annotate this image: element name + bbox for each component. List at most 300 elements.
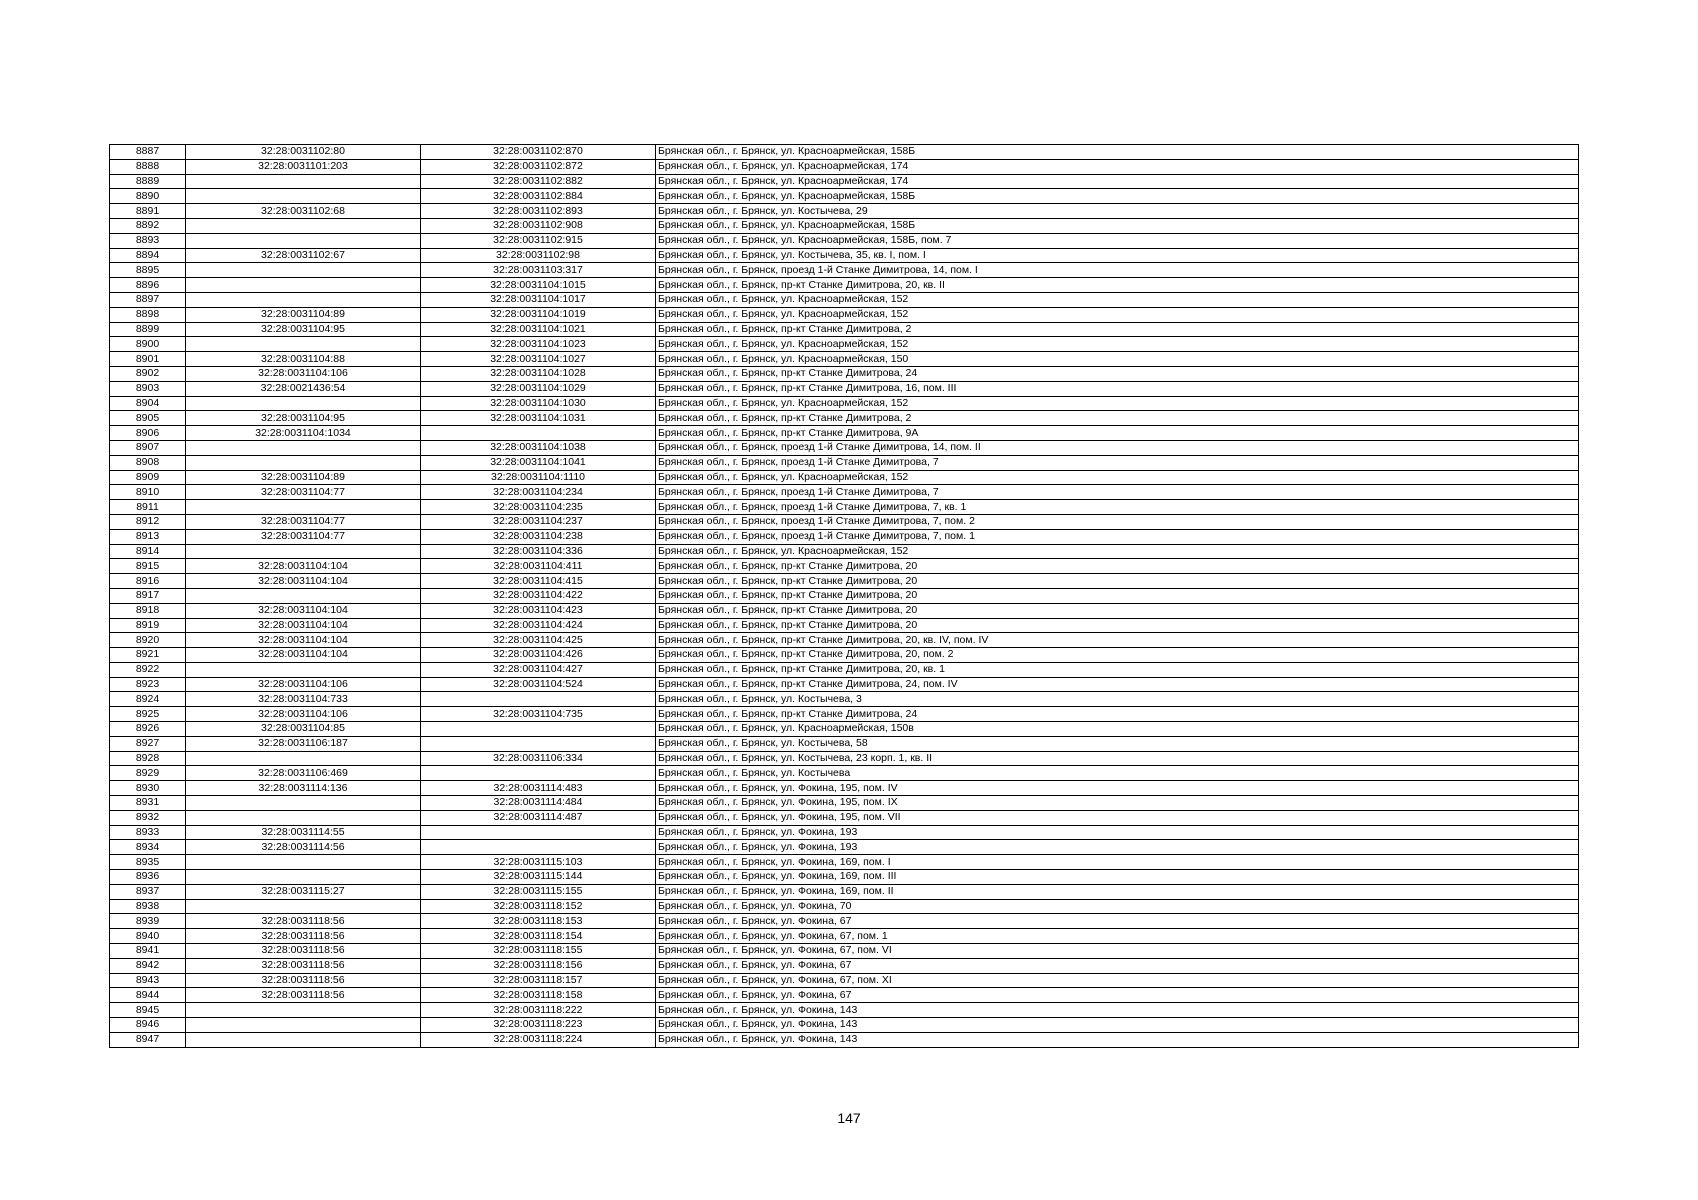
row-number-cell: 8933 (110, 825, 186, 840)
parent-cadastral-number-cell (186, 500, 421, 515)
table-row (110, 278, 1579, 293)
cadastral-number-cell: 32:28:0031104:735 (421, 707, 656, 722)
row-number-cell: 8932 (110, 810, 186, 825)
table-row (110, 603, 1579, 618)
parent-cadastral-number-cell: 32:28:0031104:89 (186, 307, 421, 322)
cadastral-number-cell: 32:28:0031114:483 (421, 781, 656, 796)
table-row (110, 145, 1579, 160)
table-row (110, 233, 1579, 248)
table-row (110, 292, 1579, 307)
cadastral-number-cell: 32:28:0031104:336 (421, 544, 656, 559)
address-cell: Брянская обл., г. Брянск, ул. Фокина, 143 (656, 1032, 1579, 1047)
cadastral-number-cell (421, 722, 656, 737)
parent-cadastral-number-cell: 32:28:0031104:106 (186, 707, 421, 722)
table-row (110, 722, 1579, 737)
cadastral-number-cell: 32:28:0031115:144 (421, 870, 656, 885)
parent-cadastral-number-cell (186, 1018, 421, 1033)
table-row (110, 914, 1579, 929)
cadastral-number-cell: 32:28:0031114:484 (421, 796, 656, 811)
cadastral-number-cell: 32:28:0031104:238 (421, 529, 656, 544)
address-cell: Брянская обл., г. Брянск, ул. Красноармейская, 158Б (656, 218, 1579, 233)
address-cell: Брянская обл., г. Брянск, пр-кт Станке Димитрова, 20 (656, 559, 1579, 574)
parent-cadastral-number-cell: 32:28:0031101:203 (186, 159, 421, 174)
cadastral-number-cell (421, 736, 656, 751)
address-cell: Брянская обл., г. Брянск, ул. Фокина, 67, пом. XI (656, 973, 1579, 988)
parent-cadastral-number-cell (186, 233, 421, 248)
registry-table (109, 144, 1579, 1048)
table-row (110, 662, 1579, 677)
address-cell: Брянская обл., г. Брянск, ул. Костычева, 29 (656, 204, 1579, 219)
row-number-cell: 8938 (110, 899, 186, 914)
row-number-cell: 8943 (110, 973, 186, 988)
cadastral-number-cell: 32:28:0031118:155 (421, 944, 656, 959)
row-number-cell: 8919 (110, 618, 186, 633)
row-number-cell: 8936 (110, 870, 186, 885)
cadastral-number-cell: 32:28:0031104:1015 (421, 278, 656, 293)
address-cell: Брянская обл., г. Брянск, ул. Фокина, 67 (656, 988, 1579, 1003)
table-row (110, 366, 1579, 381)
parent-cadastral-number-cell: 32:28:0031104:95 (186, 411, 421, 426)
address-cell: Брянская обл., г. Брянск, ул. Красноармейская, 158Б (656, 189, 1579, 204)
table-row (110, 766, 1579, 781)
address-cell: Брянская обл., г. Брянск, пр-кт Станке Димитрова, 20 (656, 588, 1579, 603)
parent-cadastral-number-cell: 32:28:0031104:104 (186, 559, 421, 574)
parent-cadastral-number-cell: 32:28:0031115:27 (186, 884, 421, 899)
row-number-cell: 8945 (110, 1003, 186, 1018)
address-cell: Брянская обл., г. Брянск, ул. Фокина, 67, пом. 1 (656, 929, 1579, 944)
table-row (110, 248, 1579, 263)
parent-cadastral-number-cell: 32:28:0031104:77 (186, 485, 421, 500)
table-row (110, 189, 1579, 204)
table-row (110, 263, 1579, 278)
address-cell: Брянская обл., г. Брянск, пр-кт Станке Димитрова, 9А (656, 426, 1579, 441)
address-cell: Брянская обл., г. Брянск, ул. Костычева, 3 (656, 692, 1579, 707)
address-cell: Брянская обл., г. Брянск, пр-кт Станке Димитрова, 20, кв. IV, пом. IV (656, 633, 1579, 648)
cadastral-number-cell (421, 426, 656, 441)
address-cell: Брянская обл., г. Брянск, ул. Фокина, 70 (656, 899, 1579, 914)
cadastral-number-cell: 32:28:0031118:224 (421, 1032, 656, 1047)
table-row (110, 455, 1579, 470)
registry-table-body (110, 145, 1579, 1048)
parent-cadastral-number-cell (186, 218, 421, 233)
table-row (110, 1003, 1579, 1018)
table-row (110, 958, 1579, 973)
cadastral-number-cell: 32:28:0031118:158 (421, 988, 656, 1003)
cadastral-number-cell: 32:28:0031104:1028 (421, 366, 656, 381)
cadastral-number-cell: 32:28:0031102:893 (421, 204, 656, 219)
row-number-cell: 8925 (110, 707, 186, 722)
parent-cadastral-number-cell (186, 544, 421, 559)
cadastral-number-cell: 32:28:0031104:524 (421, 677, 656, 692)
cadastral-number-cell (421, 825, 656, 840)
parent-cadastral-number-cell: 32:28:0031104:104 (186, 574, 421, 589)
row-number-cell: 8903 (110, 381, 186, 396)
row-number-cell: 8904 (110, 396, 186, 411)
cadastral-number-cell: 32:28:0031106:334 (421, 751, 656, 766)
cadastral-number-cell: 32:28:0031118:222 (421, 1003, 656, 1018)
parent-cadastral-number-cell: 32:28:0031118:56 (186, 944, 421, 959)
parent-cadastral-number-cell (186, 810, 421, 825)
cadastral-number-cell: 32:28:0031118:157 (421, 973, 656, 988)
table-row (110, 174, 1579, 189)
table-row (110, 411, 1579, 426)
address-cell: Брянская обл., г. Брянск, ул. Фокина, 67 (656, 914, 1579, 929)
row-number-cell: 8905 (110, 411, 186, 426)
row-number-cell: 8934 (110, 840, 186, 855)
parent-cadastral-number-cell: 32:28:0031104:95 (186, 322, 421, 337)
parent-cadastral-number-cell (186, 263, 421, 278)
cadastral-number-cell: 32:28:0031118:152 (421, 899, 656, 914)
parent-cadastral-number-cell: 32:28:0031118:56 (186, 988, 421, 1003)
parent-cadastral-number-cell: 32:28:0031104:106 (186, 366, 421, 381)
parent-cadastral-number-cell: 32:28:0031104:1034 (186, 426, 421, 441)
parent-cadastral-number-cell (186, 662, 421, 677)
table-row (110, 884, 1579, 899)
table-row (110, 899, 1579, 914)
table-row (110, 1018, 1579, 1033)
row-number-cell: 8906 (110, 426, 186, 441)
table-row (110, 352, 1579, 367)
address-cell: Брянская обл., г. Брянск, ул. Красноармейская, 150 (656, 352, 1579, 367)
parent-cadastral-number-cell (186, 337, 421, 352)
cadastral-number-cell: 32:28:0031104:427 (421, 662, 656, 677)
address-cell: Брянская обл., г. Брянск, пр-кт Станке Димитрова, 20, пом. 2 (656, 648, 1579, 663)
cadastral-number-cell: 32:28:0031118:153 (421, 914, 656, 929)
table-row (110, 1032, 1579, 1047)
row-number-cell: 8888 (110, 159, 186, 174)
cadastral-number-cell: 32:28:0031115:103 (421, 855, 656, 870)
address-cell: Брянская обл., г. Брянск, проезд 1-й Станке Димитрова, 7, пом. 1 (656, 529, 1579, 544)
parent-cadastral-number-cell (186, 440, 421, 455)
address-cell: Брянская обл., г. Брянск, пр-кт Станке Димитрова, 2 (656, 322, 1579, 337)
row-number-cell: 8894 (110, 248, 186, 263)
table-row (110, 796, 1579, 811)
row-number-cell: 8911 (110, 500, 186, 515)
row-number-cell: 8917 (110, 588, 186, 603)
cadastral-number-cell: 32:28:0031104:1019 (421, 307, 656, 322)
address-cell: Брянская обл., г. Брянск, ул. Красноармейская, 152 (656, 396, 1579, 411)
table-row (110, 500, 1579, 515)
table-row (110, 751, 1579, 766)
row-number-cell: 8916 (110, 574, 186, 589)
row-number-cell: 8940 (110, 929, 186, 944)
parent-cadastral-number-cell: 32:28:0031104:88 (186, 352, 421, 367)
row-number-cell: 8890 (110, 189, 186, 204)
row-number-cell: 8889 (110, 174, 186, 189)
address-cell: Брянская обл., г. Брянск, пр-кт Станке Димитрова, 24 (656, 707, 1579, 722)
row-number-cell: 8920 (110, 633, 186, 648)
row-number-cell: 8912 (110, 514, 186, 529)
row-number-cell: 8929 (110, 766, 186, 781)
parent-cadastral-number-cell (186, 455, 421, 470)
table-row (110, 514, 1579, 529)
table-row (110, 618, 1579, 633)
row-number-cell: 8900 (110, 337, 186, 352)
address-cell: Брянская обл., г. Брянск, ул. Костычева, 58 (656, 736, 1579, 751)
parent-cadastral-number-cell: 32:28:0031104:106 (186, 677, 421, 692)
parent-cadastral-number-cell: 32:28:0031114:56 (186, 840, 421, 855)
row-number-cell: 8914 (110, 544, 186, 559)
row-number-cell: 8927 (110, 736, 186, 751)
row-number-cell: 8915 (110, 559, 186, 574)
table-row (110, 736, 1579, 751)
row-number-cell: 8898 (110, 307, 186, 322)
cadastral-number-cell: 32:28:0031118:156 (421, 958, 656, 973)
address-cell: Брянская обл., г. Брянск, ул. Фокина, 195, пом. VII (656, 810, 1579, 825)
parent-cadastral-number-cell: 32:28:0031102:80 (186, 145, 421, 160)
cadastral-number-cell: 32:28:0031104:411 (421, 559, 656, 574)
parent-cadastral-number-cell (186, 1003, 421, 1018)
address-cell: Брянская обл., г. Брянск, проезд 1-й Станке Димитрова, 7 (656, 485, 1579, 500)
address-cell: Брянская обл., г. Брянск, ул. Фокина, 193 (656, 825, 1579, 840)
cadastral-number-cell: 32:28:0031104:1021 (421, 322, 656, 337)
cadastral-number-cell: 32:28:0031104:237 (421, 514, 656, 529)
row-number-cell: 8899 (110, 322, 186, 337)
parent-cadastral-number-cell: 32:28:0031104:104 (186, 648, 421, 663)
table-row (110, 840, 1579, 855)
parent-cadastral-number-cell: 32:28:0031104:104 (186, 633, 421, 648)
cadastral-number-cell: 32:28:0031114:487 (421, 810, 656, 825)
cadastral-number-cell: 32:28:0031104:424 (421, 618, 656, 633)
table-row (110, 159, 1579, 174)
cadastral-number-cell: 32:28:0031102:884 (421, 189, 656, 204)
table-row (110, 529, 1579, 544)
address-cell: Брянская обл., г. Брянск, пр-кт Станке Димитрова, 2 (656, 411, 1579, 426)
address-cell: Брянская обл., г. Брянск, ул. Фокина, 143 (656, 1003, 1579, 1018)
parent-cadastral-number-cell: 32:28:0031104:89 (186, 470, 421, 485)
address-cell: Брянская обл., г. Брянск, пр-кт Станке Димитрова, 20, кв. 1 (656, 662, 1579, 677)
table-row (110, 588, 1579, 603)
address-cell: Брянская обл., г. Брянск, ул. Красноармейская, 152 (656, 470, 1579, 485)
address-cell: Брянская обл., г. Брянск, ул. Красноармейская, 150в (656, 722, 1579, 737)
cadastral-number-cell: 32:28:0031115:155 (421, 884, 656, 899)
address-cell: Брянская обл., г. Брянск, пр-кт Станке Димитрова, 20 (656, 574, 1579, 589)
cadastral-number-cell: 32:28:0031104:234 (421, 485, 656, 500)
table-row (110, 381, 1579, 396)
table-row (110, 396, 1579, 411)
address-cell: Брянская обл., г. Брянск, ул. Красноармейская, 152 (656, 544, 1579, 559)
row-number-cell: 8908 (110, 455, 186, 470)
parent-cadastral-number-cell: 32:28:0031104:733 (186, 692, 421, 707)
row-number-cell: 8907 (110, 440, 186, 455)
row-number-cell: 8947 (110, 1032, 186, 1047)
table-row (110, 470, 1579, 485)
page-number: 147 (837, 1110, 861, 1126)
cadastral-number-cell: 32:28:0031104:1110 (421, 470, 656, 485)
parent-cadastral-number-cell: 32:28:0031118:56 (186, 973, 421, 988)
address-cell: Брянская обл., г. Брянск, проезд 1-й Станке Димитрова, 14, пом. II (656, 440, 1579, 455)
parent-cadastral-number-cell: 32:28:0031102:67 (186, 248, 421, 263)
table-row (110, 944, 1579, 959)
cadastral-number-cell: 32:28:0031102:915 (421, 233, 656, 248)
row-number-cell: 8910 (110, 485, 186, 500)
row-number-cell: 8902 (110, 366, 186, 381)
row-number-cell: 8892 (110, 218, 186, 233)
address-cell: Брянская обл., г. Брянск, ул. Красноармейская, 152 (656, 337, 1579, 352)
cadastral-number-cell: 32:28:0031102:882 (421, 174, 656, 189)
table-row (110, 307, 1579, 322)
row-number-cell: 8909 (110, 470, 186, 485)
cadastral-number-cell: 32:28:0031104:425 (421, 633, 656, 648)
table-row (110, 929, 1579, 944)
table-row (110, 544, 1579, 559)
address-cell: Брянская обл., г. Брянск, ул. Костычева (656, 766, 1579, 781)
address-cell: Брянская обл., г. Брянск, ул. Красноармейская, 174 (656, 174, 1579, 189)
address-cell: Брянская обл., г. Брянск, ул. Фокина, 169, пом. I (656, 855, 1579, 870)
row-number-cell: 8891 (110, 204, 186, 219)
row-number-cell: 8924 (110, 692, 186, 707)
address-cell: Брянская обл., г. Брянск, ул. Красноармейская, 158Б, пом. 7 (656, 233, 1579, 248)
row-number-cell: 8939 (110, 914, 186, 929)
parent-cadastral-number-cell: 32:28:0031104:77 (186, 529, 421, 544)
cadastral-number-cell: 32:28:0031102:872 (421, 159, 656, 174)
parent-cadastral-number-cell (186, 278, 421, 293)
cadastral-number-cell: 32:28:0031103:317 (421, 263, 656, 278)
row-number-cell: 8896 (110, 278, 186, 293)
address-cell: Брянская обл., г. Брянск, ул. Фокина, 169, пом. II (656, 884, 1579, 899)
table-row (110, 633, 1579, 648)
parent-cadastral-number-cell: 32:28:0031114:55 (186, 825, 421, 840)
parent-cadastral-number-cell: 32:28:0031104:85 (186, 722, 421, 737)
row-number-cell: 8923 (110, 677, 186, 692)
parent-cadastral-number-cell (186, 899, 421, 914)
table-row (110, 973, 1579, 988)
table-row (110, 426, 1579, 441)
table-row (110, 677, 1579, 692)
parent-cadastral-number-cell: 32:28:0021436:54 (186, 381, 421, 396)
table-row (110, 322, 1579, 337)
table-row (110, 204, 1579, 219)
row-number-cell: 8928 (110, 751, 186, 766)
cadastral-number-cell: 32:28:0031102:908 (421, 218, 656, 233)
cadastral-number-cell: 32:28:0031102:98 (421, 248, 656, 263)
parent-cadastral-number-cell: 32:28:0031106:469 (186, 766, 421, 781)
row-number-cell: 8926 (110, 722, 186, 737)
parent-cadastral-number-cell: 32:28:0031118:56 (186, 914, 421, 929)
parent-cadastral-number-cell: 32:28:0031114:136 (186, 781, 421, 796)
row-number-cell: 8942 (110, 958, 186, 973)
address-cell: Брянская обл., г. Брянск, ул. Красноармейская, 158Б (656, 145, 1579, 160)
row-number-cell: 8921 (110, 648, 186, 663)
table-row (110, 855, 1579, 870)
table-row (110, 574, 1579, 589)
table-row (110, 218, 1579, 233)
parent-cadastral-number-cell (186, 1032, 421, 1047)
address-cell: Брянская обл., г. Брянск, ул. Фокина, 169, пом. III (656, 870, 1579, 885)
row-number-cell: 8918 (110, 603, 186, 618)
address-cell: Брянская обл., г. Брянск, пр-кт Станке Димитрова, 24, пом. IV (656, 677, 1579, 692)
parent-cadastral-number-cell: 32:28:0031104:104 (186, 603, 421, 618)
address-cell: Брянская обл., г. Брянск, ул. Красноармейская, 174 (656, 159, 1579, 174)
table-row (110, 692, 1579, 707)
parent-cadastral-number-cell: 32:28:0031104:77 (186, 514, 421, 529)
cadastral-number-cell (421, 840, 656, 855)
cadastral-number-cell: 32:28:0031104:1023 (421, 337, 656, 352)
cadastral-number-cell: 32:28:0031118:223 (421, 1018, 656, 1033)
row-number-cell: 8946 (110, 1018, 186, 1033)
table-row (110, 810, 1579, 825)
address-cell: Брянская обл., г. Брянск, проезд 1-й Станке Димитрова, 7 (656, 455, 1579, 470)
table-row (110, 870, 1579, 885)
cadastral-number-cell: 32:28:0031102:870 (421, 145, 656, 160)
cadastral-number-cell: 32:28:0031104:1017 (421, 292, 656, 307)
address-cell: Брянская обл., г. Брянск, ул. Фокина, 195, пом. IV (656, 781, 1579, 796)
address-cell: Брянская обл., г. Брянск, ул. Костычева, 35, кв. I, пом. I (656, 248, 1579, 263)
cadastral-number-cell: 32:28:0031104:415 (421, 574, 656, 589)
table-row (110, 781, 1579, 796)
parent-cadastral-number-cell (186, 870, 421, 885)
parent-cadastral-number-cell (186, 855, 421, 870)
cadastral-number-cell: 32:28:0031104:1029 (421, 381, 656, 396)
address-cell: Брянская обл., г. Брянск, ул. Фокина, 193 (656, 840, 1579, 855)
address-cell: Брянская обл., г. Брянск, пр-кт Станке Димитрова, 24 (656, 366, 1579, 381)
row-number-cell: 8887 (110, 145, 186, 160)
parent-cadastral-number-cell: 32:28:0031102:68 (186, 204, 421, 219)
table-row (110, 648, 1579, 663)
parent-cadastral-number-cell (186, 588, 421, 603)
row-number-cell: 8944 (110, 988, 186, 1003)
address-cell: Брянская обл., г. Брянск, проезд 1-й Станке Димитрова, 7, пом. 2 (656, 514, 1579, 529)
parent-cadastral-number-cell (186, 189, 421, 204)
cadastral-number-cell: 32:28:0031104:423 (421, 603, 656, 618)
cadastral-number-cell: 32:28:0031118:154 (421, 929, 656, 944)
cadastral-number-cell: 32:28:0031104:426 (421, 648, 656, 663)
address-cell: Брянская обл., г. Брянск, ул. Фокина, 143 (656, 1018, 1579, 1033)
cadastral-number-cell: 32:28:0031104:1031 (421, 411, 656, 426)
parent-cadastral-number-cell (186, 174, 421, 189)
parent-cadastral-number-cell (186, 292, 421, 307)
cadastral-number-cell: 32:28:0031104:235 (421, 500, 656, 515)
row-number-cell: 8930 (110, 781, 186, 796)
row-number-cell: 8937 (110, 884, 186, 899)
row-number-cell: 8895 (110, 263, 186, 278)
row-number-cell: 8931 (110, 796, 186, 811)
parent-cadastral-number-cell: 32:28:0031118:56 (186, 958, 421, 973)
address-cell: Брянская обл., г. Брянск, пр-кт Станке Димитрова, 20 (656, 618, 1579, 633)
address-cell: Брянская обл., г. Брянск, ул. Фокина, 67 (656, 958, 1579, 973)
parent-cadastral-number-cell: 32:28:0031118:56 (186, 929, 421, 944)
address-cell: Брянская обл., г. Брянск, пр-кт Станке Димитрова, 20, кв. II (656, 278, 1579, 293)
table-row (110, 988, 1579, 1003)
row-number-cell: 8897 (110, 292, 186, 307)
address-cell: Брянская обл., г. Брянск, ул. Красноармейская, 152 (656, 307, 1579, 322)
table-row (110, 440, 1579, 455)
address-cell: Брянская обл., г. Брянск, ул. Красноармейская, 152 (656, 292, 1579, 307)
parent-cadastral-number-cell (186, 796, 421, 811)
address-cell: Брянская обл., г. Брянск, пр-кт Станке Димитрова, 20 (656, 603, 1579, 618)
parent-cadastral-number-cell (186, 751, 421, 766)
parent-cadastral-number-cell (186, 396, 421, 411)
cadastral-number-cell: 32:28:0031104:1027 (421, 352, 656, 367)
address-cell: Брянская обл., г. Брянск, пр-кт Станке Димитрова, 16, пом. III (656, 381, 1579, 396)
cadastral-number-cell: 32:28:0031104:422 (421, 588, 656, 603)
cadastral-number-cell (421, 692, 656, 707)
row-number-cell: 8941 (110, 944, 186, 959)
row-number-cell: 8922 (110, 662, 186, 677)
table-row (110, 825, 1579, 840)
table-row (110, 559, 1579, 574)
address-cell: Брянская обл., г. Брянск, ул. Фокина, 67, пом. VI (656, 944, 1579, 959)
cadastral-number-cell: 32:28:0031104:1041 (421, 455, 656, 470)
table-row (110, 707, 1579, 722)
address-cell: Брянская обл., г. Брянск, проезд 1-й Станке Димитрова, 7, кв. 1 (656, 500, 1579, 515)
parent-cadastral-number-cell: 32:28:0031104:104 (186, 618, 421, 633)
cadastral-number-cell (421, 766, 656, 781)
table-row (110, 485, 1579, 500)
cadastral-number-cell: 32:28:0031104:1038 (421, 440, 656, 455)
row-number-cell: 8893 (110, 233, 186, 248)
cadastral-number-cell: 32:28:0031104:1030 (421, 396, 656, 411)
